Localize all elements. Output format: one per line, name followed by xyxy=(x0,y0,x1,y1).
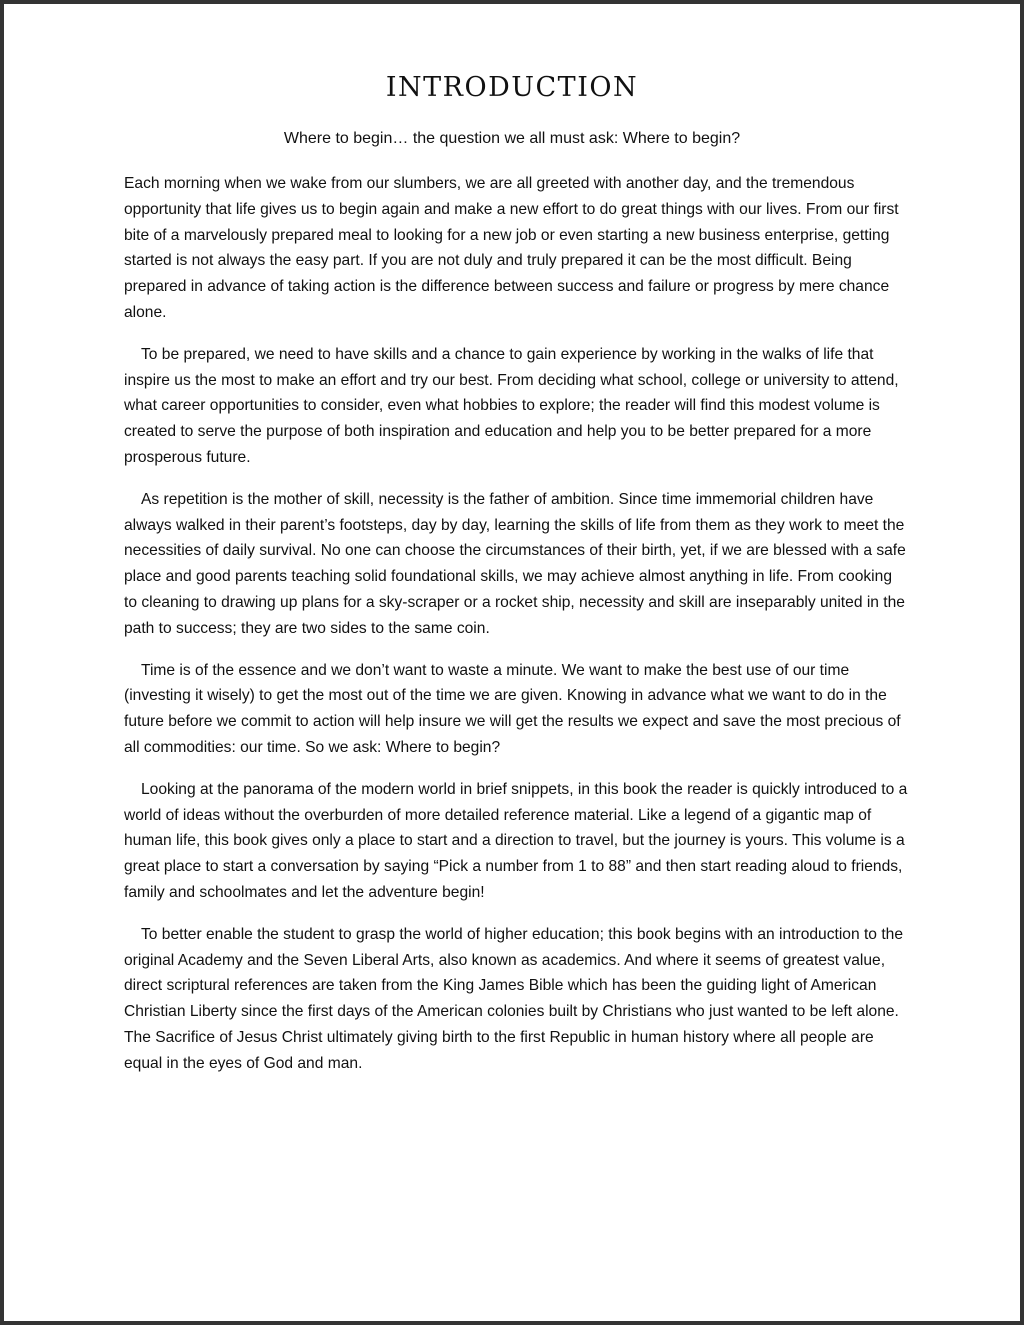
body-text xyxy=(124,171,908,1093)
paragraph-5: Looking at the panorama of the modern world in brief snippets, in this book the reader is quickly introduced to a world of ideas without the overburden of more detailed reference material. Like a legend of a gigantic map of human life, this book gives only a place to start and a direction to travel, but the journey is yours. This volume is a great place to start a conversation by saying “Pick a number from 1 to 88” and then start reading aloud to friends, family and schoolmates and let the adventure begin! xyxy=(124,780,908,901)
paragraph-3: As repetition is the mother of skill, necessity is the father of ambition. Since time immemorial children have always walked in their parent’s footsteps, day by day, learning the skills of life from them as they work to meet the necessities of daily survival. No one can choose the circumstances of their birth, yet, if we are blessed with a safe place and good parents teaching solid foundational skills, we may achieve almost anything in life. From cooking to cleaning to drawing up plans for a sky-scraper or a rocket ship, necessity and skill are inseparably united in the path to success; they are two sides to the same coin. xyxy=(124,490,906,637)
subtitle: Where to begin… the question we all must ask: Where to begin? xyxy=(283,130,741,147)
paragraph-4: Time is of the essence and we don’t want to waste a minute. We want to make the best use of our time (investing it wisely) to get the most out of the time we are given. Knowing in advance what we want to do in the future before we commit to action will help insure we will get the results we expect and save the most precious of all commodities: our time. So we ask: Where to begin? xyxy=(124,661,901,756)
page-title: INTRODUCTION xyxy=(385,72,639,103)
paragraph-6: To better enable the student to grasp the world of higher education; this book begins with an introduction to the original Academy and the Seven Liberal Arts, also known as academics. And where it seems of greatest value, direct scriptural references are taken from the King James Bible which has been the guiding light of American Christian Liberty since the first days of the American colonies built by Christians who just wanted to be left alone. The Sacrifice of Jesus Christ ultimately giving birth to the first Republic in human history where all people are equal in the eyes of God and man. xyxy=(124,925,903,1072)
paragraph-1: Each morning when we wake from our slumbers, we are all greeted with another day, and the tremendous opportunity that life gives us to begin again and make a new effort to do great things with our lives. From our first bite of a marvelously prepared meal to looking for a new job or even starting a new business enterprise, getting started is not always the easy part. If you are not duly and truly prepared it can be the most difficult. Being prepared in advance of taking action is the difference between success and failure or progress by mere chance alone. xyxy=(124,175,899,321)
paragraph-2: To be prepared, we need to have skills and a chance to gain experience by working in the walks of life that inspire us the most to make an effort and try our best. From deciding what school, college or university to attend, what career opportunities to consider, even what hobbies to explore; the reader will find this modest volume is created to serve the purpose of both inspiration and education and help you to be better prepared for a more prosperous future. xyxy=(124,345,899,466)
